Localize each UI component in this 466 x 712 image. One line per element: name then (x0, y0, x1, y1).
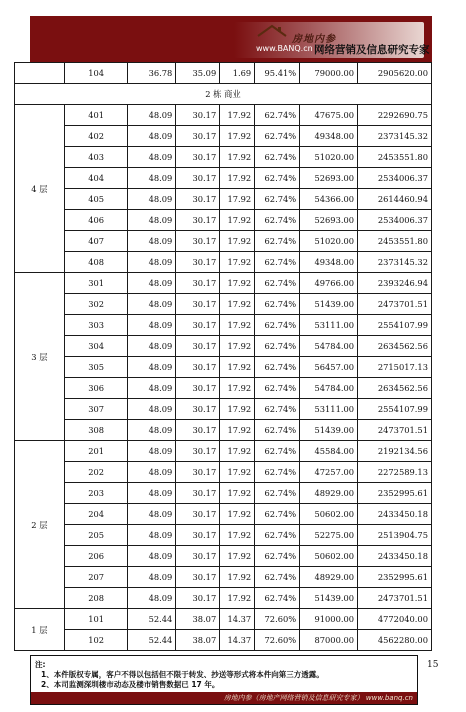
value-cell: 30.17 (176, 420, 220, 441)
value-cell: 48.09 (128, 210, 176, 231)
value-cell: 2554107.99 (358, 315, 432, 336)
value-cell: 2554107.99 (358, 399, 432, 420)
table-row (15, 252, 432, 273)
value-cell: 50602.00 (300, 546, 358, 567)
value-cell: 62.74% (255, 357, 300, 378)
table-row (15, 315, 432, 336)
table-row (15, 399, 432, 420)
unit-cell: 301 (64, 273, 128, 294)
table-row (15, 126, 432, 147)
note-1: 1、本件版权专属，客户不得以包括但不限于转发、抄送等形式将本件向第三方透露。 (41, 670, 324, 679)
table-row (15, 210, 432, 231)
value-cell: 4772040.00 (358, 609, 432, 630)
value-cell: 48.09 (128, 567, 176, 588)
value-cell: 91000.00 (300, 609, 358, 630)
unit-cell: 207 (64, 567, 128, 588)
value-cell: 2534006.37 (358, 210, 432, 231)
value-cell: 48.09 (128, 231, 176, 252)
value-cell: 95.41% (255, 63, 300, 84)
value-cell: 47675.00 (300, 105, 358, 126)
value-cell: 48.09 (128, 420, 176, 441)
value-cell: 51439.00 (300, 420, 358, 441)
value-cell: 30.17 (176, 294, 220, 315)
unit-cell: 306 (64, 378, 128, 399)
value-cell: 48.09 (128, 525, 176, 546)
value-cell: 30.17 (176, 168, 220, 189)
unit-cell: 102 (64, 630, 128, 651)
unit-cell: 302 (64, 294, 128, 315)
unit-cell: 406 (64, 210, 128, 231)
table-row (15, 462, 432, 483)
value-cell: 30.17 (176, 231, 220, 252)
value-cell: 36.78 (128, 63, 176, 84)
note-2: 2、本司监测深圳楼市动态及楼市销售数据已 17 年。 (41, 680, 220, 689)
value-cell: 17.92 (220, 504, 255, 525)
value-cell: 30.17 (176, 462, 220, 483)
value-cell: 30.17 (176, 567, 220, 588)
value-cell: 48929.00 (300, 483, 358, 504)
value-cell: 30.17 (176, 315, 220, 336)
value-cell: 2433450.18 (358, 504, 432, 525)
value-cell: 72.60% (255, 609, 300, 630)
value-cell: 48.09 (128, 378, 176, 399)
unit-cell: 408 (64, 252, 128, 273)
value-cell: 30.17 (176, 378, 220, 399)
value-cell: 48.09 (128, 147, 176, 168)
value-cell: 62.74% (255, 252, 300, 273)
value-cell: 2352995.61 (358, 483, 432, 504)
value-cell: 62.74% (255, 462, 300, 483)
value-cell: 17.92 (220, 315, 255, 336)
value-cell: 48.09 (128, 294, 176, 315)
table-row (15, 231, 432, 252)
value-cell: 62.74% (255, 525, 300, 546)
floor-cell (15, 63, 65, 84)
unit-cell: 304 (64, 336, 128, 357)
unit-cell: 203 (64, 483, 128, 504)
value-cell: 52.44 (128, 630, 176, 651)
value-cell: 17.92 (220, 567, 255, 588)
value-cell: 2373145.32 (358, 126, 432, 147)
value-cell: 2292690.75 (358, 105, 432, 126)
value-cell: 2393246.94 (358, 273, 432, 294)
value-cell: 48.09 (128, 315, 176, 336)
value-cell: 48.09 (128, 546, 176, 567)
value-cell: 2272589.13 (358, 462, 432, 483)
value-cell: 30.17 (176, 210, 220, 231)
value-cell: 48.09 (128, 105, 176, 126)
footer-notes-box (30, 655, 418, 705)
floor-label: 2 层 (15, 441, 65, 609)
value-cell: 62.74% (255, 126, 300, 147)
value-cell: 30.17 (176, 441, 220, 462)
table-row (15, 609, 432, 630)
value-cell: 62.74% (255, 546, 300, 567)
floor-label: 3 层 (15, 273, 65, 441)
unit-cell: 104 (64, 63, 128, 84)
table-row (15, 567, 432, 588)
unit-cell: 401 (64, 105, 128, 126)
value-cell: 30.17 (176, 588, 220, 609)
value-cell: 30.17 (176, 105, 220, 126)
note-title: 注: (35, 660, 46, 669)
value-cell: 49348.00 (300, 126, 358, 147)
value-cell: 2453551.80 (358, 231, 432, 252)
value-cell: 2373145.32 (358, 252, 432, 273)
value-cell: 51439.00 (300, 294, 358, 315)
value-cell: 17.92 (220, 357, 255, 378)
value-cell: 30.17 (176, 336, 220, 357)
value-cell: 17.92 (220, 189, 255, 210)
unit-cell: 206 (64, 546, 128, 567)
value-cell: 2534006.37 (358, 168, 432, 189)
value-cell: 2473701.51 (358, 588, 432, 609)
table-row (15, 63, 432, 84)
footer-bar: 房地内参（房地产网络营销及信息研究专家） www.banq.cn (31, 692, 417, 704)
value-cell: 2614460.94 (358, 189, 432, 210)
value-cell: 2352995.61 (358, 567, 432, 588)
value-cell: 48.09 (128, 399, 176, 420)
value-cell: 50602.00 (300, 504, 358, 525)
value-cell: 35.09 (176, 63, 220, 84)
value-cell: 49766.00 (300, 273, 358, 294)
value-cell: 30.17 (176, 273, 220, 294)
value-cell: 48.09 (128, 441, 176, 462)
value-cell: 54366.00 (300, 189, 358, 210)
unit-cell: 404 (64, 168, 128, 189)
value-cell: 30.17 (176, 483, 220, 504)
value-cell: 79000.00 (300, 63, 358, 84)
value-cell: 48.09 (128, 588, 176, 609)
table-row (15, 420, 432, 441)
value-cell: 52.44 (128, 609, 176, 630)
logo (234, 22, 430, 58)
value-cell: 62.74% (255, 588, 300, 609)
value-cell: 48.09 (128, 357, 176, 378)
value-cell: 53111.00 (300, 399, 358, 420)
table-row (15, 504, 432, 525)
unit-cell: 402 (64, 126, 128, 147)
table-row (15, 630, 432, 651)
value-cell: 48.09 (128, 483, 176, 504)
value-cell: 38.07 (176, 609, 220, 630)
value-cell: 62.74% (255, 168, 300, 189)
value-cell: 17.92 (220, 378, 255, 399)
value-cell: 1.69 (220, 63, 255, 84)
value-cell: 52693.00 (300, 168, 358, 189)
value-cell: 2715017.13 (358, 357, 432, 378)
value-cell: 17.92 (220, 483, 255, 504)
value-cell: 14.37 (220, 609, 255, 630)
value-cell: 17.92 (220, 294, 255, 315)
value-cell: 30.17 (176, 189, 220, 210)
value-cell: 17.92 (220, 126, 255, 147)
unit-cell: 308 (64, 420, 128, 441)
table-row (15, 588, 432, 609)
table-row (15, 336, 432, 357)
value-cell: 14.37 (220, 630, 255, 651)
value-cell: 62.74% (255, 105, 300, 126)
value-cell: 62.74% (255, 504, 300, 525)
table-row (15, 273, 432, 294)
value-cell: 54784.00 (300, 378, 358, 399)
value-cell: 62.74% (255, 147, 300, 168)
unit-cell: 405 (64, 189, 128, 210)
value-cell: 51020.00 (300, 147, 358, 168)
value-cell: 30.17 (176, 525, 220, 546)
value-cell: 62.74% (255, 294, 300, 315)
value-cell: 48.09 (128, 504, 176, 525)
value-cell: 48.09 (128, 336, 176, 357)
unit-cell: 101 (64, 609, 128, 630)
value-cell: 45584.00 (300, 441, 358, 462)
table-row (15, 147, 432, 168)
value-cell: 62.74% (255, 567, 300, 588)
unit-cell: 305 (64, 357, 128, 378)
value-cell: 48.09 (128, 189, 176, 210)
unit-cell: 303 (64, 315, 128, 336)
building-label: 2 栋 商业 (15, 84, 432, 105)
value-cell: 17.92 (220, 441, 255, 462)
unit-cell: 407 (64, 231, 128, 252)
value-cell: 62.74% (255, 420, 300, 441)
unit-cell: 201 (64, 441, 128, 462)
value-cell: 62.74% (255, 483, 300, 504)
logo-tagline: 网络营销及信息研究专家 (314, 44, 430, 56)
value-cell: 30.17 (176, 357, 220, 378)
value-cell: 48929.00 (300, 567, 358, 588)
logo-name: 房地内参 (292, 34, 336, 45)
value-cell: 51020.00 (300, 231, 358, 252)
table-row (15, 525, 432, 546)
value-cell: 62.74% (255, 231, 300, 252)
unit-cell: 205 (64, 525, 128, 546)
value-cell: 17.92 (220, 147, 255, 168)
value-cell: 17.92 (220, 336, 255, 357)
value-cell: 2473701.51 (358, 420, 432, 441)
value-cell: 47257.00 (300, 462, 358, 483)
value-cell: 38.07 (176, 630, 220, 651)
value-cell: 2192134.56 (358, 441, 432, 462)
value-cell: 62.74% (255, 399, 300, 420)
unit-cell: 403 (64, 147, 128, 168)
value-cell: 56457.00 (300, 357, 358, 378)
value-cell: 17.92 (220, 252, 255, 273)
table-row (15, 105, 432, 126)
table-row (15, 546, 432, 567)
value-cell: 2433450.18 (358, 546, 432, 567)
value-cell: 30.17 (176, 252, 220, 273)
table-row (15, 294, 432, 315)
value-cell: 49348.00 (300, 252, 358, 273)
value-cell: 62.74% (255, 210, 300, 231)
value-cell: 52275.00 (300, 525, 358, 546)
value-cell: 48.09 (128, 252, 176, 273)
value-cell: 48.09 (128, 126, 176, 147)
logo-url: www.BANQ.cn (256, 44, 313, 53)
value-cell: 17.92 (220, 210, 255, 231)
value-cell: 54784.00 (300, 336, 358, 357)
footer-notes (35, 660, 324, 690)
page-header (30, 16, 432, 62)
value-cell: 62.74% (255, 441, 300, 462)
value-cell: 30.17 (176, 126, 220, 147)
value-cell: 2473701.51 (358, 294, 432, 315)
value-cell: 52693.00 (300, 210, 358, 231)
value-cell: 30.17 (176, 399, 220, 420)
value-cell: 48.09 (128, 168, 176, 189)
page-number: 15 (427, 660, 439, 670)
floor-label: 1 层 (15, 609, 65, 651)
floor-label: 4 层 (15, 105, 65, 273)
value-cell: 72.60% (255, 630, 300, 651)
value-cell: 17.92 (220, 462, 255, 483)
unit-cell: 307 (64, 399, 128, 420)
unit-cell: 202 (64, 462, 128, 483)
value-cell: 4562280.00 (358, 630, 432, 651)
value-cell: 62.74% (255, 378, 300, 399)
value-cell: 51439.00 (300, 588, 358, 609)
table-row (15, 441, 432, 462)
value-cell: 48.09 (128, 273, 176, 294)
value-cell: 48.09 (128, 462, 176, 483)
value-cell: 62.74% (255, 189, 300, 210)
value-cell: 87000.00 (300, 630, 358, 651)
value-cell: 62.74% (255, 315, 300, 336)
value-cell: 17.92 (220, 273, 255, 294)
building-row (15, 84, 432, 105)
table-row (15, 357, 432, 378)
value-cell: 53111.00 (300, 315, 358, 336)
value-cell: 17.92 (220, 525, 255, 546)
unit-cell: 204 (64, 504, 128, 525)
value-cell: 17.92 (220, 399, 255, 420)
table-row (15, 168, 432, 189)
table-row (15, 189, 432, 210)
value-cell: 2453551.80 (358, 147, 432, 168)
sales-table (14, 62, 432, 651)
value-cell: 2634562.56 (358, 336, 432, 357)
value-cell: 17.92 (220, 105, 255, 126)
value-cell: 30.17 (176, 147, 220, 168)
value-cell: 17.92 (220, 588, 255, 609)
unit-cell: 208 (64, 588, 128, 609)
value-cell: 62.74% (255, 336, 300, 357)
value-cell: 2634562.56 (358, 378, 432, 399)
value-cell: 17.92 (220, 420, 255, 441)
value-cell: 30.17 (176, 504, 220, 525)
value-cell: 30.17 (176, 546, 220, 567)
table-row (15, 483, 432, 504)
value-cell: 17.92 (220, 546, 255, 567)
value-cell: 17.92 (220, 231, 255, 252)
value-cell: 2513904.75 (358, 525, 432, 546)
value-cell: 62.74% (255, 273, 300, 294)
table-row (15, 378, 432, 399)
value-cell: 2905620.00 (358, 63, 432, 84)
value-cell: 17.92 (220, 168, 255, 189)
